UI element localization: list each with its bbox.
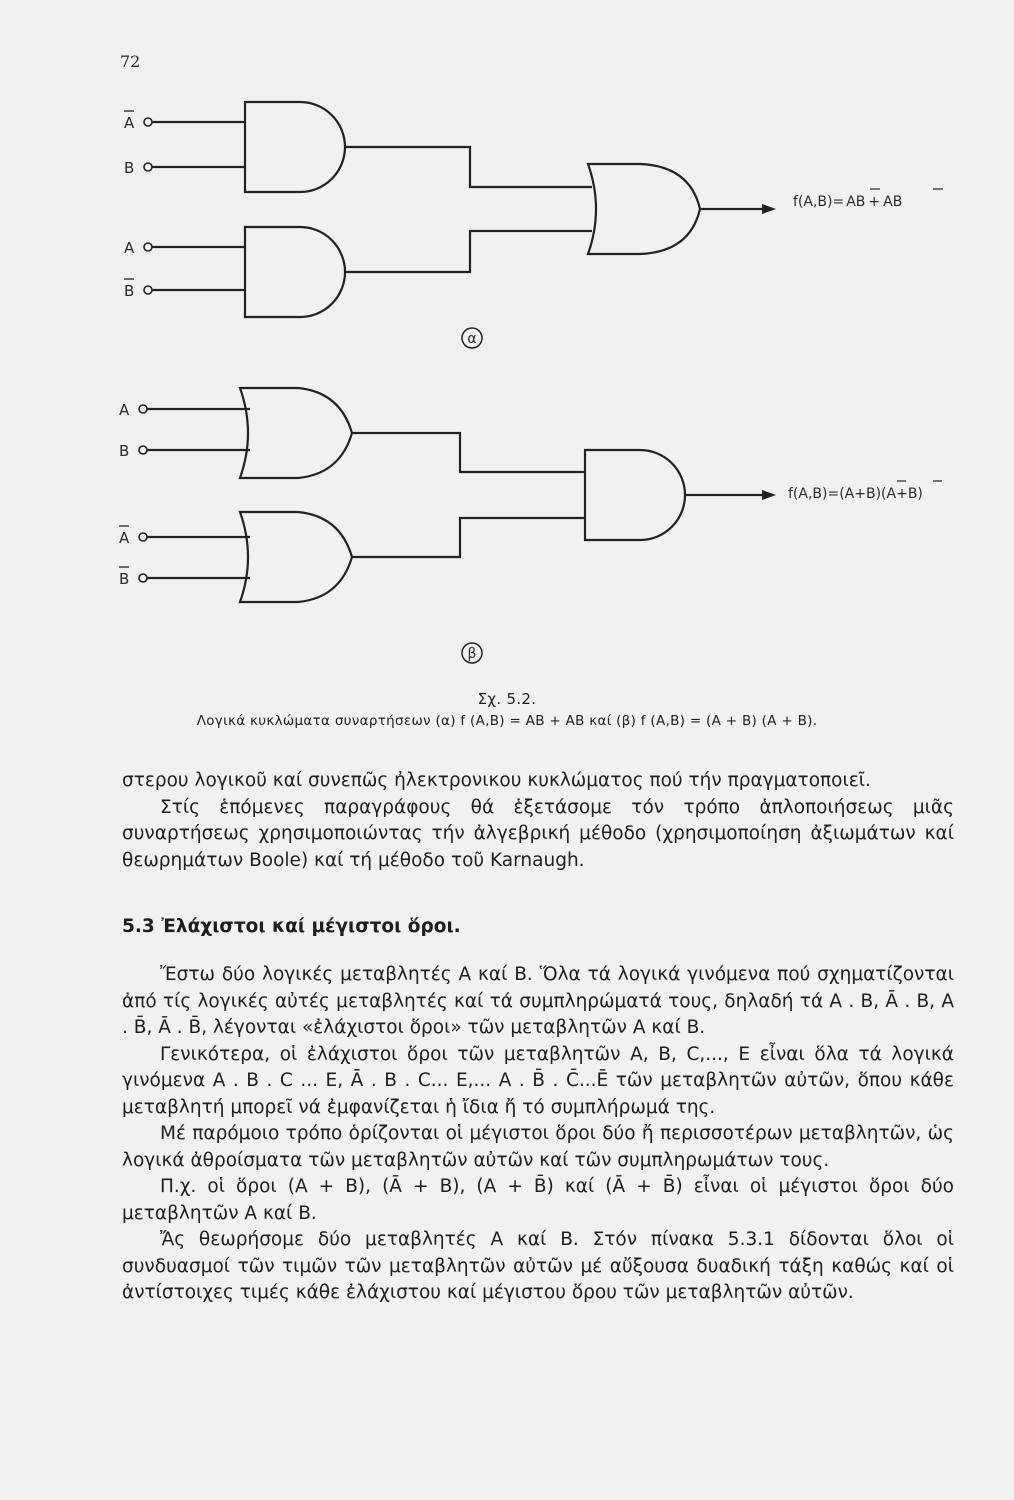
or-gate-1 [240, 388, 352, 478]
output-function-beta: f(A,B)=(A+B)(A+B) [788, 486, 923, 502]
paragraph-4: Γενικότερα, οἱ ἐλάχιστοι ὅροι τῶν μεταβλητῶν Α, Β, C,..., Ε εἶναι ὅλα τά λογικά γινόμενα Α . Β . C ... Ε, Ā . Β . C... Ε,... Α . B̄ . C̄...Ē τῶν μεταβλητῶν αὐτῶν, ὅπου κάθε μεταβλητή μπορεῖ νά ἐμφανίζεται ἡ ἴδια ἤ τό συμπλήρωμά της. [122, 1043, 954, 1118]
page-number: 72 [120, 52, 141, 71]
input-a-label-beta: A [119, 401, 130, 419]
circuit-beta [0, 380, 1014, 670]
body-text-top [122, 768, 954, 874]
input-b-bar-label: B [124, 282, 135, 300]
paragraph-2: Στίς ἑπόμενες παραγράφους θά ἑξετάσομε τόν τρόπο ἁπλοποιήσεως μιᾶς συναρτήσεως χρησιμοποιώντας τήν ἀλγεβρική μέθοδο (χρησιμοποίηση ἀξιωμάτων καί θεωρημάτων Boole) καί τή μέθοδο τοῦ Karnaugh. [122, 796, 954, 871]
figure-caption-text: Λογικά κυκλώματα συναρτήσεων (α) f (A,B) = AB + AB καί (β) f (A,B) = (A + B) (A + B). [196, 713, 818, 729]
paragraph-3: Ἔστω δύο λογικές μεταβλητές Α καί Β. Ὅλα τά λογικά γινόμενα πού σχηματίζονται ἀπό τίς λογικές αὐτές μεταβλητές καί τά συμπληρώματά τους, δηλαδή τά Α . Β, Ā . Β, Α . B̄, Ā . B̄, λέγονται «ἐλάχιστοι ὅροι» τῶν μεταβλητῶν Α καί Β. [122, 964, 954, 1038]
paragraph-5: Μέ παρόμοιο τρόπο ὁρίζονται οἱ μέγιστοι ὅροι δύο ἤ περισσοτέρων μεταβλητῶν, ὡς λογικά ἀθροίσματα τῶν μεταβλητῶν αὐτῶν καί τῶν συμπληρωμάτων τους. [122, 1123, 954, 1171]
and-gate-output [585, 450, 685, 540]
figure-caption-label: Σχ. 5.2. [477, 690, 537, 708]
output-function-alpha: f(A,B)= AB + AB [793, 194, 903, 210]
circuit-alpha-label: α [467, 331, 477, 347]
and-gate-1 [245, 102, 345, 192]
input-a-label: A [124, 239, 135, 257]
body-text-section [122, 962, 954, 1307]
or-gate-output [588, 164, 700, 254]
input-b-label-beta: B [119, 442, 130, 460]
circuit-alpha [0, 90, 1014, 360]
circuit-beta-label: β [467, 646, 477, 662]
input-a-bar-label-beta: A [119, 529, 130, 547]
paragraph-6: Π.χ. οἱ ὅροι (Α + Β), (Ā + Β), (Α + B̄) καί (Ā + B̄) εἶναι οἱ μέγιστοι ὅροι δύο μεταβλητῶν Α καί Β. [122, 1176, 954, 1224]
section-heading: 5.3 Ἐλάχιστοι καί μέγιστοι ὅροι. [122, 916, 461, 937]
input-b-label: B [124, 159, 135, 177]
input-a-bar-label: A [124, 114, 135, 132]
or-gate-2 [240, 512, 352, 602]
paragraph-7: Ἄς θεωρήσομε δύο μεταβλητές Α καί Β. Στόν πίνακα 5.3.1 δίδονται ὅλοι οἱ συνδυασμοί τῶν τιμῶν τῶν μεταβλητῶν αὐτῶν μέ αὔξουσα δυαδική τάξη καθώς καί οἱ ἀντίστοιχες τιμές κάθε ἐλάχιστου καί μέγιστου ὅρου τῶν μεταβλητῶν αὐτῶν. [122, 1229, 954, 1303]
paragraph-1: στερου λογικοῦ καί συνεπῶς ἠλεκτρονικου κυκλώματος πού τήν πραγματοποιεῖ. [122, 770, 871, 791]
and-gate-2 [245, 227, 345, 317]
input-b-bar-label-beta: B [119, 570, 130, 588]
